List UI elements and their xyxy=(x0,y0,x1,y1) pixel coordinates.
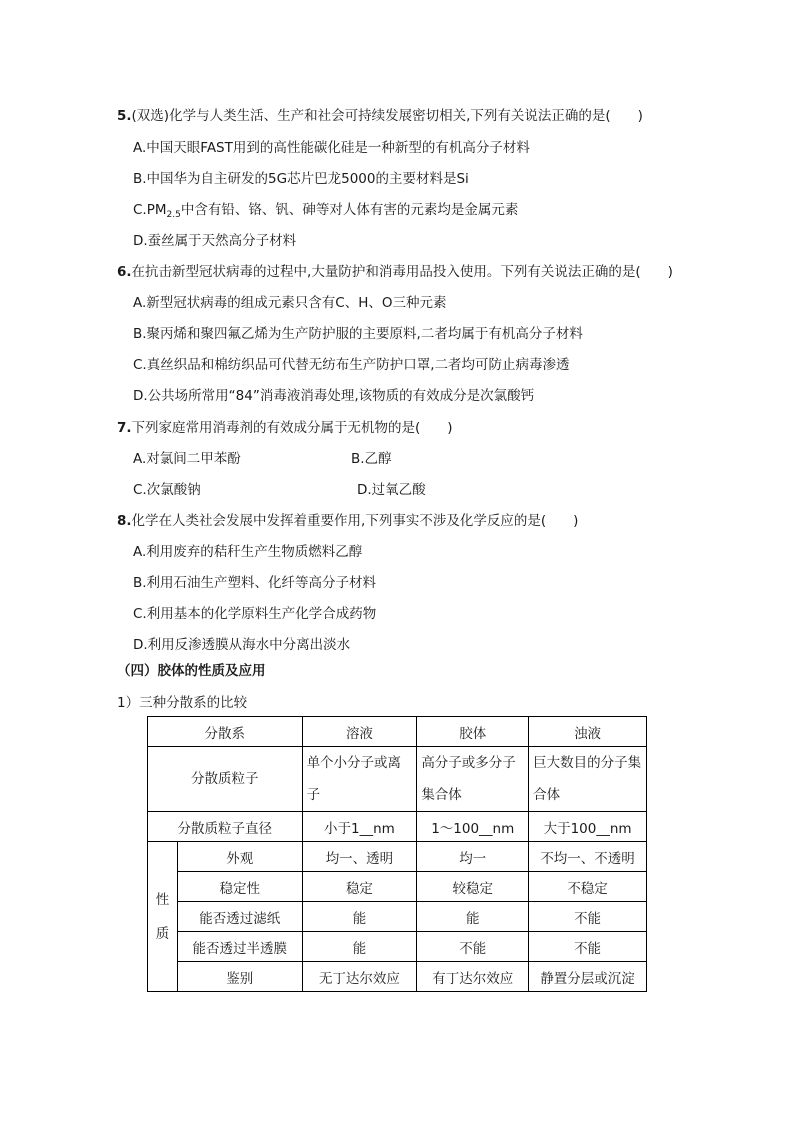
question-6-stem xyxy=(117,260,673,280)
table-cell: 较稳定 xyxy=(417,872,529,902)
q5-option-c-subscript: 2.5 xyxy=(166,210,181,220)
table-row-label: 分散质粒子 xyxy=(148,747,303,812)
table-cell: 均一、透明 xyxy=(302,842,417,872)
table-cell: 高分子或多分子集合体 xyxy=(417,747,529,812)
q5-option-c-post: 中含有铅、铬、钒、砷等对人体有害的元素均是金属元素 xyxy=(180,202,519,218)
table-cell: 不能 xyxy=(417,932,529,962)
table-cell: 不稳定 xyxy=(529,872,647,902)
q7-option-b: B.乙醇 xyxy=(351,451,392,467)
section-subheading: 1）三种分散系的比较 xyxy=(117,695,248,711)
question-number: 7. xyxy=(117,420,132,436)
q6-option-b: B.聚丙烯和聚四氟乙烯为生产防护服的主要原料,二者均属于有机高分子材料 xyxy=(133,326,583,342)
table-cell: 单个小分子或离子 xyxy=(302,747,417,812)
table-row xyxy=(148,902,647,932)
table-cell: 稳定 xyxy=(302,872,417,902)
table-row xyxy=(148,747,647,812)
question-text: 下列家庭常用消毒剂的有效成分属于无机物的是( ) xyxy=(131,420,453,436)
table-row-label: 能否透过半透膜 xyxy=(177,932,302,962)
table-cell: 均一 xyxy=(417,842,529,872)
table-cell: 不能 xyxy=(529,932,647,962)
q6-option-c: C.真丝织品和棉纺织品可代替无纺布生产防护口罩,二者均可防止病毒渗透 xyxy=(133,357,570,373)
table-cell: 巨大数目的分子集合体 xyxy=(529,747,647,812)
table-row-label: 稳定性 xyxy=(177,872,302,902)
question-number: 6. xyxy=(117,264,132,280)
q6-option-d: D.公共场所常用“84”消毒液消毒处理,该物质的有效成分是次氯酸钙 xyxy=(133,388,535,404)
section-heading: （四）胶体的性质及应用 xyxy=(117,663,266,679)
q5-option-d: D.蚕丝属于天然高分子材料 xyxy=(133,233,297,249)
table-row xyxy=(148,842,647,872)
q7-option-a: A.对氯间二甲苯酚 xyxy=(133,451,241,467)
table-cell: 无丁达尔效应 xyxy=(302,962,417,992)
table-cell: 能 xyxy=(302,902,417,932)
table-cell: 有丁达尔效应 xyxy=(417,962,529,992)
table-cell: 大于100__nm xyxy=(529,812,647,842)
table-header-cell: 分散系 xyxy=(148,717,303,747)
q8-option-c: C.利用基本的化学原料生产化学合成药物 xyxy=(133,606,377,622)
q8-option-d: D.利用反渗透膜从海水中分离出淡水 xyxy=(133,637,351,653)
table-cell: 1～100__nm xyxy=(417,812,529,842)
question-number: 5. xyxy=(117,108,132,124)
table-header-cell: 胶体 xyxy=(417,717,529,747)
q5-option-c xyxy=(133,198,518,220)
question-text: 在抗击新型冠状病毒的过程中,大量防护和消毒用品投入使用。下列有关说法正确的是( ) xyxy=(131,264,673,280)
table-cell: 能 xyxy=(302,932,417,962)
q6-option-a: A.新型冠状病毒的组成元素只含有C、H、O三种元素 xyxy=(133,295,447,311)
table-row xyxy=(148,962,647,992)
question-text: 化学在人类社会发展中发挥着重要作用,下列事实不涉及化学反应的是( ) xyxy=(131,513,579,529)
dispersion-comparison-table xyxy=(147,716,647,992)
question-7-stem xyxy=(117,416,453,436)
table-row xyxy=(148,932,647,962)
question-8-stem xyxy=(117,509,578,529)
q7-option-c: C.次氯酸钠 xyxy=(133,482,201,498)
table-header-row xyxy=(148,717,647,747)
table-cell: 静置分层或沉淀 xyxy=(529,962,647,992)
q5-option-b: B.中国华为自主研发的5G芯片巴龙5000的主要材料是Si xyxy=(133,171,469,187)
q8-option-b: B.利用石油生产塑料、化纤等高分子材料 xyxy=(133,575,377,591)
table-row xyxy=(148,812,647,842)
table-header-cell: 浊液 xyxy=(529,717,647,747)
question-text: (双选)化学与人类生活、生产和社会可持续发展密切相关,下列有关说法正确的是( ) xyxy=(131,108,643,124)
table-cell: 小于1__nm xyxy=(302,812,417,842)
q8-option-a: A.利用废弃的秸秆生产生物质燃料乙醇 xyxy=(133,544,363,560)
table-row-label: 外观 xyxy=(177,842,302,872)
q5-option-c-pre: C.PM xyxy=(133,202,167,218)
table-row xyxy=(148,872,647,902)
q5-option-a: A.中国天眼FAST用到的高性能碳化硅是一种新型的有机高分子材料 xyxy=(133,140,530,156)
table-header-cell: 溶液 xyxy=(302,717,417,747)
question-5-stem xyxy=(117,104,643,124)
property-group-label: 性质 xyxy=(148,842,178,992)
q7-option-d: D.过氧乙酸 xyxy=(357,482,426,498)
table-cell: 能 xyxy=(417,902,529,932)
table-row-label: 能否透过滤纸 xyxy=(177,902,302,932)
table-cell: 不均一、不透明 xyxy=(529,842,647,872)
table-cell: 不能 xyxy=(529,902,647,932)
table-row-label: 分散质粒子直径 xyxy=(148,812,303,842)
table-row-label: 鉴别 xyxy=(177,962,302,992)
question-number: 8. xyxy=(117,513,132,529)
